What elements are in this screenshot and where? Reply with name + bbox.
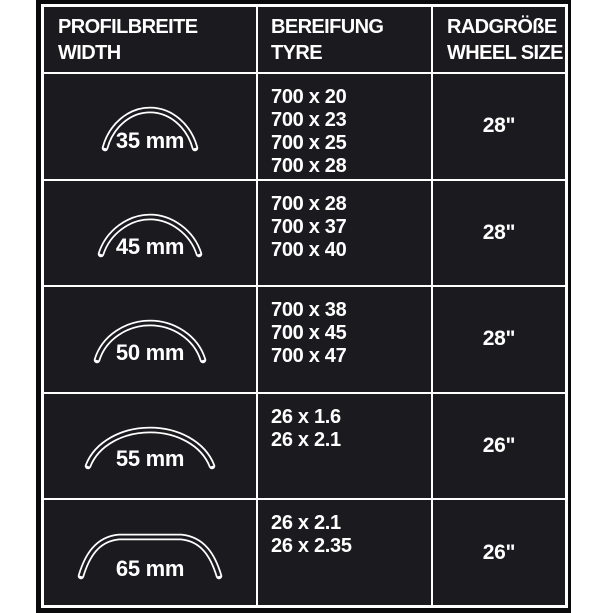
header-tyre: TYRE (271, 42, 322, 64)
tyre-size: 700 x 45 (271, 322, 347, 345)
column-header-tyre (258, 7, 431, 72)
profile-arc-box (97, 100, 203, 152)
tyre-size: 700 x 25 (271, 132, 347, 154)
profile-arc-box (81, 422, 219, 470)
profile-arc-box (93, 208, 207, 258)
tyre-size: 26 x 1.6 (271, 405, 341, 428)
profile-width-label: 65 mm (115, 555, 185, 581)
tyre-size: 700 x 28 (271, 192, 347, 215)
table-row-profile-cell (44, 181, 256, 286)
column-header-profile-width (44, 7, 256, 72)
header-profilbreite: PROFILBREITE (58, 16, 198, 38)
wheel-size-value: 28" (482, 220, 516, 244)
table-row-tyres-cell (258, 181, 431, 286)
column-header-wheel-size (433, 7, 565, 72)
table-row-profile-cell (44, 287, 256, 392)
profile-arc-box (73, 526, 227, 580)
table-row-wheel-cell (433, 181, 565, 286)
table-row-wheel-cell (433, 287, 565, 392)
tyre-size: 700 x 23 (271, 109, 347, 131)
profile-arc-box (89, 314, 211, 364)
table-grid (44, 7, 565, 605)
wheel-size-value: 28" (482, 114, 516, 138)
tyre-size: 700 x 47 (271, 345, 347, 368)
profile-width-label: 50 mm (115, 340, 185, 366)
table-row-tyres-cell (258, 500, 431, 605)
table-inner-frame (41, 4, 568, 608)
wheel-size-value: 26" (482, 434, 516, 458)
table-row-profile-cell (44, 74, 256, 179)
tyre-size: 700 x 37 (271, 215, 347, 238)
tyre-size: 700 x 38 (271, 299, 347, 322)
profile-width-label: 55 mm (115, 446, 185, 472)
tyre-size: 700 x 20 (271, 86, 347, 108)
table-row-tyres-cell (258, 74, 431, 179)
header-radgroesse: RADGRÖßE (447, 16, 557, 38)
tyre-size: 26 x 2.1 (271, 512, 341, 535)
tyre-size: 26 x 2.1 (271, 428, 341, 451)
table-row-tyres-cell (258, 287, 431, 392)
table-row-profile-cell (44, 394, 256, 499)
header-wheel-size: WHEEL SIZE (447, 42, 563, 64)
fender-compatibility-table (36, 0, 571, 613)
table-row-wheel-cell (433, 74, 565, 179)
header-bereifung: BEREIFUNG (271, 16, 384, 38)
tyre-size: 700 x 28 (271, 155, 347, 177)
tyre-size: 26 x 2.35 (271, 535, 352, 558)
header-width: WIDTH (58, 42, 121, 64)
tyre-size: 700 x 40 (271, 238, 347, 261)
profile-width-label: 45 mm (115, 233, 185, 259)
wheel-size-value: 26" (482, 540, 516, 564)
table-row-wheel-cell (433, 394, 565, 499)
wheel-size-value: 28" (482, 327, 516, 351)
table-row-profile-cell (44, 500, 256, 605)
table-row-tyres-cell (258, 394, 431, 499)
profile-width-label: 35 mm (115, 128, 185, 154)
table-row-wheel-cell (433, 500, 565, 605)
